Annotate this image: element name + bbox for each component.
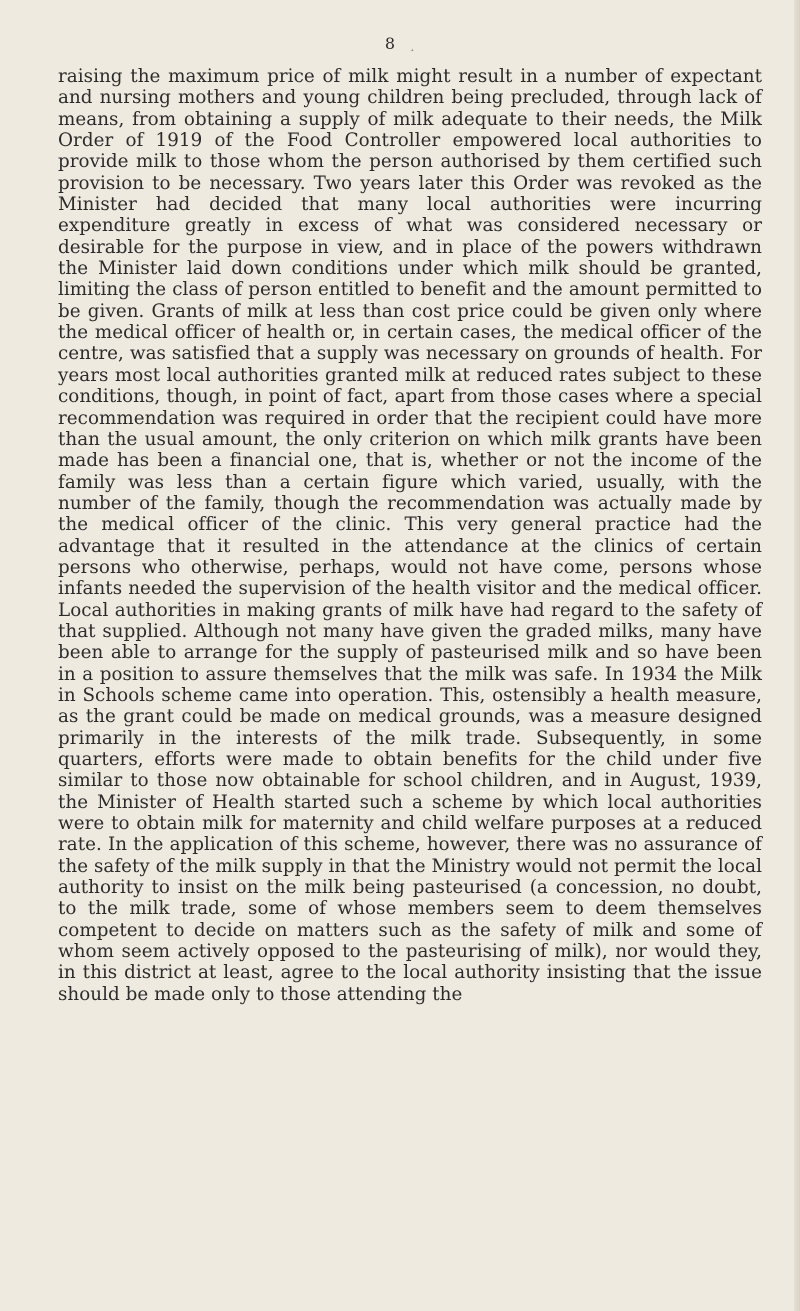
- page-number: [0, 34, 800, 53]
- page-edge: [794, 0, 800, 1311]
- page-number-text: 8: [384, 34, 396, 53]
- body-paragraph: raising the maximum price of milk might result in a number of expectant and nursing mothers and young children being precluded, through lack of means, from obtaining a supply of milk adequate to their needs, the Milk Order of 1919 of the Food Controller empowered local authorities to provide milk to those whom the person authorised by them certified such provision to be necessary. Two years later this Order was revoked as the Minister had decided that many local authorities were incurring expenditure greatly in excess of what was considered necessary or desirable for the purpose in view, and in place of the powers withdrawn the Minister laid down conditions under which milk should be granted, limiting the class of person entitled to benefit and the amount permitted to be given. Grants of milk at less than cost price could be given only where the medical officer of health or, in certain cases, the medical officer of the centre, was satisfied that a supply was necessary on grounds of health. For years most local authorities granted milk at reduced rates subject to these conditions, though, in point of fact, apart from those cases where a special recommendation was required in order that the recipient could have more than the usual amount, the only criterion on which milk grants have been made has been a financial one, that is, whether or not the income of the family was less than a certain figure which varied, usually, with the number of the family, though the recommendation was actually made by the medical officer of the clinic. This very general practice had the advantage that it resulted in the attendance at the clinics of certain persons who otherwise, perhaps, would not have come, persons whose infants needed the supervision of the health visitor and the medical officer. Local authorities in making grants of milk have had regard to the safety of that supplied. Although not many have given the graded milks, many have been able to arrange for the supply of pasteurised milk and so have been in a position to assure themselves that the milk was safe. In 1934 the Milk in Schools scheme came into operation. This, ostensibly a health measure, as the grant could be made on medical grounds, was a measure designed primarily in the interests of the milk trade. Subsequently, in some quarters, efforts were made to obtain benefits for the child under five similar to those now obtainable for school children, and in August, 1939, the Minister of Health started such a scheme by which local authorities were to obtain milk for maternity and child welfare purposes at a reduced rate. In the application of this scheme, however, there was no assurance of the safety of the milk supply in that the Ministry would not permit the local authority to insist on the milk being pasteurised (a concession, no doubt, to the milk trade, some of whose members seem to deem themselves competent to decide on matters such as the safety of milk and some of whom seem actively opposed to the pasteurising of milk), nor would they, in this district at least, agree to the local authority insisting that the issue should be made only to those attending the: [58, 66, 762, 1005]
- page-mark: ¸: [409, 38, 416, 52]
